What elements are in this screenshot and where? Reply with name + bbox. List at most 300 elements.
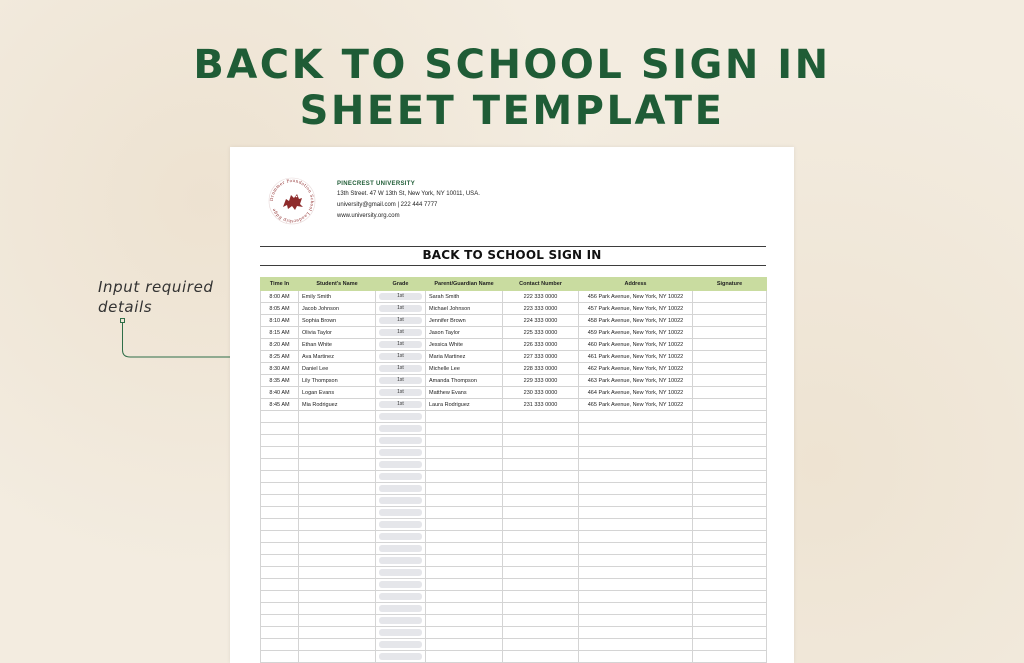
time-in-cell[interactable]: 8:35 AM bbox=[261, 375, 299, 387]
table-row bbox=[261, 411, 767, 423]
grade-dropdown[interactable]: 1st bbox=[379, 317, 422, 324]
student-name-cell[interactable] bbox=[299, 651, 376, 663]
contact-number-cell[interactable] bbox=[503, 651, 579, 663]
header-signature: Signature bbox=[693, 278, 767, 291]
callout-label bbox=[98, 277, 238, 317]
grade-cell[interactable] bbox=[376, 591, 426, 603]
contact-number-cell[interactable]: 226 333 0000 bbox=[503, 339, 579, 351]
grade-cell[interactable] bbox=[376, 519, 426, 531]
table-row bbox=[261, 519, 767, 531]
student-name-cell[interactable] bbox=[299, 543, 376, 555]
parent-name-cell[interactable] bbox=[426, 483, 503, 495]
grade-dropdown[interactable] bbox=[379, 617, 422, 624]
signature-cell[interactable] bbox=[693, 567, 767, 579]
grade-dropdown[interactable] bbox=[379, 569, 422, 576]
parent-name-cell[interactable] bbox=[426, 615, 503, 627]
address-cell[interactable] bbox=[579, 591, 693, 603]
grade-cell[interactable] bbox=[376, 303, 426, 315]
address-cell[interactable]: 461 Park Avenue, New York, NY 10022 bbox=[579, 351, 693, 363]
time-in-cell[interactable] bbox=[261, 459, 299, 471]
time-in-cell[interactable] bbox=[261, 531, 299, 543]
time-in-cell[interactable] bbox=[261, 627, 299, 639]
grade-dropdown[interactable]: 1st bbox=[379, 389, 422, 396]
page-title-line-1: BACK TO SCHOOL SIGN IN bbox=[193, 42, 831, 88]
grade-dropdown[interactable] bbox=[379, 461, 422, 468]
time-in-cell[interactable] bbox=[261, 411, 299, 423]
table-row bbox=[261, 315, 767, 327]
signature-cell[interactable] bbox=[693, 639, 767, 651]
student-name-cell[interactable] bbox=[299, 507, 376, 519]
signature-cell[interactable] bbox=[693, 651, 767, 663]
address-cell[interactable] bbox=[579, 423, 693, 435]
time-in-cell[interactable]: 8:15 AM bbox=[261, 327, 299, 339]
signature-cell[interactable] bbox=[693, 291, 767, 303]
parent-name-cell[interactable] bbox=[426, 627, 503, 639]
table-row bbox=[261, 495, 767, 507]
table-row bbox=[261, 447, 767, 459]
parent-name-cell[interactable] bbox=[426, 567, 503, 579]
contact-number-cell[interactable] bbox=[503, 555, 579, 567]
organization-name: PINECREST UNIVERSITY bbox=[337, 181, 416, 187]
student-name-cell[interactable] bbox=[299, 447, 376, 459]
parent-name-cell[interactable] bbox=[426, 435, 503, 447]
table-row bbox=[261, 471, 767, 483]
student-name-cell[interactable]: Mia Rodriguez bbox=[299, 399, 376, 411]
table-row bbox=[261, 435, 767, 447]
parent-name-cell[interactable] bbox=[426, 495, 503, 507]
svg-text:Drummer Foundation School Lead: Drummer Foundation School Leadership Edge bbox=[268, 177, 316, 225]
signature-cell[interactable] bbox=[693, 303, 767, 315]
grade-cell[interactable] bbox=[376, 447, 426, 459]
grade-dropdown[interactable]: 1st bbox=[379, 293, 422, 300]
parent-name-cell[interactable] bbox=[426, 543, 503, 555]
sign-in-table bbox=[260, 277, 767, 663]
time-in-cell[interactable]: 8:45 AM bbox=[261, 399, 299, 411]
organization-contact: university@gmail.com | 222 444 7777 bbox=[337, 202, 438, 208]
contact-number-cell[interactable]: 225 333 0000 bbox=[503, 327, 579, 339]
parent-name-cell[interactable] bbox=[426, 639, 503, 651]
parent-name-cell[interactable] bbox=[426, 555, 503, 567]
address-cell[interactable] bbox=[579, 459, 693, 471]
address-cell[interactable]: 458 Park Avenue, New York, NY 10022 bbox=[579, 315, 693, 327]
table-row bbox=[261, 423, 767, 435]
grade-cell[interactable] bbox=[376, 639, 426, 651]
address-cell[interactable]: 462 Park Avenue, New York, NY 10022 bbox=[579, 363, 693, 375]
address-cell[interactable] bbox=[579, 531, 693, 543]
grade-dropdown[interactable] bbox=[379, 485, 422, 492]
page-title bbox=[0, 42, 1024, 134]
student-name-cell[interactable] bbox=[299, 459, 376, 471]
grade-dropdown[interactable]: 1st bbox=[379, 341, 422, 348]
grade-dropdown[interactable] bbox=[379, 473, 422, 480]
parent-name-cell[interactable] bbox=[426, 411, 503, 423]
time-in-cell[interactable] bbox=[261, 591, 299, 603]
signature-cell[interactable] bbox=[693, 495, 767, 507]
contact-number-cell[interactable] bbox=[503, 531, 579, 543]
address-cell[interactable]: 457 Park Avenue, New York, NY 10022 bbox=[579, 303, 693, 315]
time-in-cell[interactable] bbox=[261, 435, 299, 447]
grade-cell[interactable] bbox=[376, 507, 426, 519]
table-row bbox=[261, 387, 767, 399]
grade-dropdown[interactable] bbox=[379, 581, 422, 588]
signature-cell[interactable] bbox=[693, 507, 767, 519]
signature-cell[interactable] bbox=[693, 603, 767, 615]
student-name-cell[interactable] bbox=[299, 603, 376, 615]
table-row bbox=[261, 651, 767, 663]
student-name-cell[interactable] bbox=[299, 483, 376, 495]
student-name-cell[interactable]: Emily Smith bbox=[299, 291, 376, 303]
contact-number-cell[interactable]: 227 333 0000 bbox=[503, 351, 579, 363]
address-cell[interactable] bbox=[579, 543, 693, 555]
time-in-cell[interactable] bbox=[261, 615, 299, 627]
parent-name-cell[interactable] bbox=[426, 603, 503, 615]
contact-number-cell[interactable]: 230 333 0000 bbox=[503, 387, 579, 399]
address-cell[interactable] bbox=[579, 519, 693, 531]
dragon-seal-icon bbox=[268, 177, 316, 225]
time-in-cell[interactable]: 8:20 AM bbox=[261, 339, 299, 351]
student-name-cell[interactable]: Logan Evans bbox=[299, 387, 376, 399]
student-name-cell[interactable]: Ava Martinez bbox=[299, 351, 376, 363]
time-in-cell[interactable] bbox=[261, 483, 299, 495]
grade-dropdown[interactable] bbox=[379, 413, 422, 420]
contact-number-cell[interactable] bbox=[503, 495, 579, 507]
table-row bbox=[261, 339, 767, 351]
sheet-title: BACK TO SCHOOL SIGN IN bbox=[422, 248, 602, 262]
parent-name-cell[interactable]: Jennifer Brown bbox=[426, 315, 503, 327]
address-cell[interactable] bbox=[579, 495, 693, 507]
signature-cell[interactable] bbox=[693, 627, 767, 639]
contact-number-cell[interactable] bbox=[503, 519, 579, 531]
parent-name-cell[interactable] bbox=[426, 459, 503, 471]
contact-number-cell[interactable] bbox=[503, 603, 579, 615]
student-name-cell[interactable] bbox=[299, 555, 376, 567]
time-in-cell[interactable] bbox=[261, 651, 299, 663]
signature-cell[interactable] bbox=[693, 387, 767, 399]
parent-name-cell[interactable] bbox=[426, 591, 503, 603]
title-rule-bottom bbox=[260, 265, 766, 266]
grade-dropdown[interactable] bbox=[379, 653, 422, 660]
signature-cell[interactable] bbox=[693, 399, 767, 411]
time-in-cell[interactable]: 8:25 AM bbox=[261, 351, 299, 363]
parent-name-cell[interactable]: Laura Rodriguez bbox=[426, 399, 503, 411]
student-name-cell[interactable] bbox=[299, 471, 376, 483]
contact-number-cell[interactable] bbox=[503, 627, 579, 639]
address-cell[interactable] bbox=[579, 435, 693, 447]
grade-cell[interactable] bbox=[376, 423, 426, 435]
address-cell[interactable]: 463 Park Avenue, New York, NY 10022 bbox=[579, 375, 693, 387]
grade-dropdown[interactable]: 1st bbox=[379, 365, 422, 372]
signature-cell[interactable] bbox=[693, 531, 767, 543]
time-in-cell[interactable] bbox=[261, 507, 299, 519]
parent-name-cell[interactable]: Maria Martinez bbox=[426, 351, 503, 363]
contact-number-cell[interactable]: 222 333 0000 bbox=[503, 291, 579, 303]
grade-cell[interactable] bbox=[376, 555, 426, 567]
time-in-cell[interactable] bbox=[261, 471, 299, 483]
signature-cell[interactable] bbox=[693, 423, 767, 435]
grade-dropdown[interactable] bbox=[379, 593, 422, 600]
address-cell[interactable] bbox=[579, 603, 693, 615]
header-student-name: Student's Name bbox=[299, 278, 376, 291]
signature-cell[interactable] bbox=[693, 519, 767, 531]
time-in-cell[interactable] bbox=[261, 447, 299, 459]
contact-number-cell[interactable]: 224 333 0000 bbox=[503, 315, 579, 327]
address-cell[interactable] bbox=[579, 447, 693, 459]
parent-name-cell[interactable] bbox=[426, 531, 503, 543]
table-row bbox=[261, 543, 767, 555]
parent-name-cell[interactable]: Jason Taylor bbox=[426, 327, 503, 339]
signature-cell[interactable] bbox=[693, 375, 767, 387]
grade-cell[interactable] bbox=[376, 291, 426, 303]
table-row bbox=[261, 507, 767, 519]
time-in-cell[interactable] bbox=[261, 543, 299, 555]
grade-cell[interactable] bbox=[376, 603, 426, 615]
parent-name-cell[interactable]: Matthew Evans bbox=[426, 387, 503, 399]
time-in-cell[interactable] bbox=[261, 639, 299, 651]
student-name-cell[interactable]: Daniel Lee bbox=[299, 363, 376, 375]
student-name-cell[interactable]: Jacob Johnson bbox=[299, 303, 376, 315]
grade-dropdown[interactable] bbox=[379, 497, 422, 504]
signature-cell[interactable] bbox=[693, 363, 767, 375]
contact-number-cell[interactable]: 229 333 0000 bbox=[503, 375, 579, 387]
grade-cell[interactable] bbox=[376, 531, 426, 543]
time-in-cell[interactable]: 8:10 AM bbox=[261, 315, 299, 327]
page-title-line-2: SHEET TEMPLATE bbox=[299, 88, 725, 134]
student-name-cell[interactable]: Ethan White bbox=[299, 339, 376, 351]
signature-cell[interactable] bbox=[693, 543, 767, 555]
address-cell[interactable]: 459 Park Avenue, New York, NY 10022 bbox=[579, 327, 693, 339]
student-name-cell[interactable] bbox=[299, 495, 376, 507]
signature-cell[interactable] bbox=[693, 615, 767, 627]
parent-name-cell[interactable]: Jessica White bbox=[426, 339, 503, 351]
grade-dropdown[interactable]: 1st bbox=[379, 401, 422, 408]
grade-cell[interactable] bbox=[376, 411, 426, 423]
contact-number-cell[interactable] bbox=[503, 615, 579, 627]
grade-cell[interactable] bbox=[376, 375, 426, 387]
student-name-cell[interactable] bbox=[299, 639, 376, 651]
grade-dropdown[interactable]: 1st bbox=[379, 377, 422, 384]
grade-dropdown[interactable] bbox=[379, 425, 422, 432]
address-cell[interactable]: 464 Park Avenue, New York, NY 10022 bbox=[579, 387, 693, 399]
contact-number-cell[interactable]: 223 333 0000 bbox=[503, 303, 579, 315]
grade-cell[interactable] bbox=[376, 615, 426, 627]
grade-cell[interactable] bbox=[376, 327, 426, 339]
contact-number-cell[interactable] bbox=[503, 591, 579, 603]
signature-cell[interactable] bbox=[693, 351, 767, 363]
grade-cell[interactable] bbox=[376, 351, 426, 363]
address-cell[interactable] bbox=[579, 639, 693, 651]
grade-dropdown[interactable] bbox=[379, 437, 422, 444]
grade-dropdown[interactable] bbox=[379, 629, 422, 636]
grade-dropdown[interactable] bbox=[379, 641, 422, 648]
contact-number-cell[interactable] bbox=[503, 507, 579, 519]
time-in-cell[interactable]: 8:00 AM bbox=[261, 291, 299, 303]
student-name-cell[interactable]: Lily Thompson bbox=[299, 375, 376, 387]
table-row bbox=[261, 399, 767, 411]
organization-info bbox=[337, 180, 480, 222]
student-name-cell[interactable] bbox=[299, 615, 376, 627]
address-cell[interactable] bbox=[579, 651, 693, 663]
table-row bbox=[261, 615, 767, 627]
signature-cell[interactable] bbox=[693, 411, 767, 423]
header-address: Address bbox=[579, 278, 693, 291]
grade-dropdown[interactable] bbox=[379, 545, 422, 552]
time-in-cell[interactable] bbox=[261, 603, 299, 615]
address-cell[interactable] bbox=[579, 567, 693, 579]
grade-dropdown[interactable]: 1st bbox=[379, 353, 422, 360]
signature-cell[interactable] bbox=[693, 591, 767, 603]
table-row bbox=[261, 591, 767, 603]
table-row bbox=[261, 555, 767, 567]
student-name-cell[interactable]: Olivia Taylor bbox=[299, 327, 376, 339]
parent-name-cell[interactable] bbox=[426, 651, 503, 663]
parent-name-cell[interactable] bbox=[426, 423, 503, 435]
student-name-cell[interactable] bbox=[299, 423, 376, 435]
grade-cell[interactable] bbox=[376, 459, 426, 471]
table-row bbox=[261, 351, 767, 363]
parent-name-cell[interactable] bbox=[426, 447, 503, 459]
contact-number-cell[interactable] bbox=[503, 423, 579, 435]
time-in-cell[interactable] bbox=[261, 495, 299, 507]
contact-number-cell[interactable] bbox=[503, 567, 579, 579]
table-row bbox=[261, 303, 767, 315]
table-row bbox=[261, 327, 767, 339]
address-cell[interactable]: 460 Park Avenue, New York, NY 10022 bbox=[579, 339, 693, 351]
table-row bbox=[261, 579, 767, 591]
contact-number-cell[interactable] bbox=[503, 447, 579, 459]
signature-cell[interactable] bbox=[693, 327, 767, 339]
student-name-cell[interactable] bbox=[299, 411, 376, 423]
grade-cell[interactable] bbox=[376, 435, 426, 447]
table-row bbox=[261, 639, 767, 651]
parent-name-cell[interactable] bbox=[426, 507, 503, 519]
signature-cell[interactable] bbox=[693, 447, 767, 459]
table-header-row bbox=[261, 278, 767, 291]
time-in-cell[interactable]: 8:30 AM bbox=[261, 363, 299, 375]
time-in-cell[interactable] bbox=[261, 567, 299, 579]
table-row bbox=[261, 363, 767, 375]
grade-cell[interactable] bbox=[376, 363, 426, 375]
contact-number-cell[interactable]: 228 333 0000 bbox=[503, 363, 579, 375]
grade-dropdown[interactable] bbox=[379, 605, 422, 612]
time-in-cell[interactable]: 8:05 AM bbox=[261, 303, 299, 315]
student-name-cell[interactable] bbox=[299, 435, 376, 447]
address-cell[interactable] bbox=[579, 507, 693, 519]
grade-cell[interactable] bbox=[376, 387, 426, 399]
table-row bbox=[261, 603, 767, 615]
table-row bbox=[261, 459, 767, 471]
grade-dropdown[interactable] bbox=[379, 521, 422, 528]
table-row bbox=[261, 531, 767, 543]
organization-address: 13th Street. 47 W 13th St, New York, NY 10011, USA. bbox=[337, 191, 480, 197]
grade-cell[interactable] bbox=[376, 627, 426, 639]
parent-name-cell[interactable]: Michelle Lee bbox=[426, 363, 503, 375]
address-cell[interactable] bbox=[579, 411, 693, 423]
parent-name-cell[interactable] bbox=[426, 579, 503, 591]
table-row bbox=[261, 483, 767, 495]
address-cell[interactable]: 456 Park Avenue, New York, NY 10022 bbox=[579, 291, 693, 303]
signature-cell[interactable] bbox=[693, 471, 767, 483]
contact-number-cell[interactable] bbox=[503, 483, 579, 495]
grade-cell[interactable] bbox=[376, 543, 426, 555]
grade-cell[interactable] bbox=[376, 483, 426, 495]
parent-name-cell[interactable]: Michael Johnson bbox=[426, 303, 503, 315]
grade-cell[interactable] bbox=[376, 651, 426, 663]
grade-cell[interactable] bbox=[376, 495, 426, 507]
table-row bbox=[261, 375, 767, 387]
callout-line-1: Input required bbox=[98, 278, 214, 296]
signature-cell[interactable] bbox=[693, 315, 767, 327]
grade-cell[interactable] bbox=[376, 471, 426, 483]
student-name-cell[interactable]: Sophia Brown bbox=[299, 315, 376, 327]
table-row bbox=[261, 567, 767, 579]
signature-cell[interactable] bbox=[693, 483, 767, 495]
address-cell[interactable] bbox=[579, 627, 693, 639]
contact-number-cell[interactable] bbox=[503, 471, 579, 483]
contact-number-cell[interactable] bbox=[503, 579, 579, 591]
student-name-cell[interactable] bbox=[299, 579, 376, 591]
student-name-cell[interactable] bbox=[299, 531, 376, 543]
address-cell[interactable] bbox=[579, 615, 693, 627]
contact-number-cell[interactable] bbox=[503, 411, 579, 423]
signature-cell[interactable] bbox=[693, 339, 767, 351]
parent-name-cell[interactable]: Sarah Smith bbox=[426, 291, 503, 303]
header-parent-name: Parent/Guardian Name bbox=[426, 278, 503, 291]
table-body bbox=[261, 291, 767, 663]
time-in-cell[interactable] bbox=[261, 423, 299, 435]
grade-dropdown[interactable] bbox=[379, 557, 422, 564]
grade-dropdown[interactable] bbox=[379, 449, 422, 456]
grade-dropdown[interactable]: 1st bbox=[379, 305, 422, 312]
grade-dropdown[interactable] bbox=[379, 533, 422, 540]
grade-cell[interactable] bbox=[376, 567, 426, 579]
organization-website: www.university.org.com bbox=[337, 213, 400, 219]
grade-cell[interactable] bbox=[376, 339, 426, 351]
parent-name-cell[interactable]: Amanda Thompson bbox=[426, 375, 503, 387]
contact-number-cell[interactable]: 231 333 0000 bbox=[503, 399, 579, 411]
contact-number-cell[interactable] bbox=[503, 459, 579, 471]
contact-number-cell[interactable] bbox=[503, 639, 579, 651]
parent-name-cell[interactable] bbox=[426, 519, 503, 531]
time-in-cell[interactable] bbox=[261, 519, 299, 531]
student-name-cell[interactable] bbox=[299, 519, 376, 531]
address-cell[interactable] bbox=[579, 471, 693, 483]
address-cell[interactable] bbox=[579, 579, 693, 591]
signature-cell[interactable] bbox=[693, 435, 767, 447]
student-name-cell[interactable] bbox=[299, 567, 376, 579]
address-cell[interactable] bbox=[579, 555, 693, 567]
table-row bbox=[261, 627, 767, 639]
grade-dropdown[interactable]: 1st bbox=[379, 329, 422, 336]
signature-cell[interactable] bbox=[693, 579, 767, 591]
address-cell[interactable] bbox=[579, 483, 693, 495]
callout-anchor bbox=[121, 319, 125, 323]
parent-name-cell[interactable] bbox=[426, 471, 503, 483]
grade-cell[interactable] bbox=[376, 579, 426, 591]
contact-number-cell[interactable] bbox=[503, 435, 579, 447]
signature-cell[interactable] bbox=[693, 459, 767, 471]
grade-dropdown[interactable] bbox=[379, 509, 422, 516]
contact-number-cell[interactable] bbox=[503, 543, 579, 555]
student-name-cell[interactable] bbox=[299, 627, 376, 639]
grade-cell[interactable] bbox=[376, 399, 426, 411]
time-in-cell[interactable] bbox=[261, 579, 299, 591]
student-name-cell[interactable] bbox=[299, 591, 376, 603]
time-in-cell[interactable] bbox=[261, 555, 299, 567]
signature-cell[interactable] bbox=[693, 555, 767, 567]
time-in-cell[interactable]: 8:40 AM bbox=[261, 387, 299, 399]
grade-cell[interactable] bbox=[376, 315, 426, 327]
address-cell[interactable]: 465 Park Avenue, New York, NY 10022 bbox=[579, 399, 693, 411]
